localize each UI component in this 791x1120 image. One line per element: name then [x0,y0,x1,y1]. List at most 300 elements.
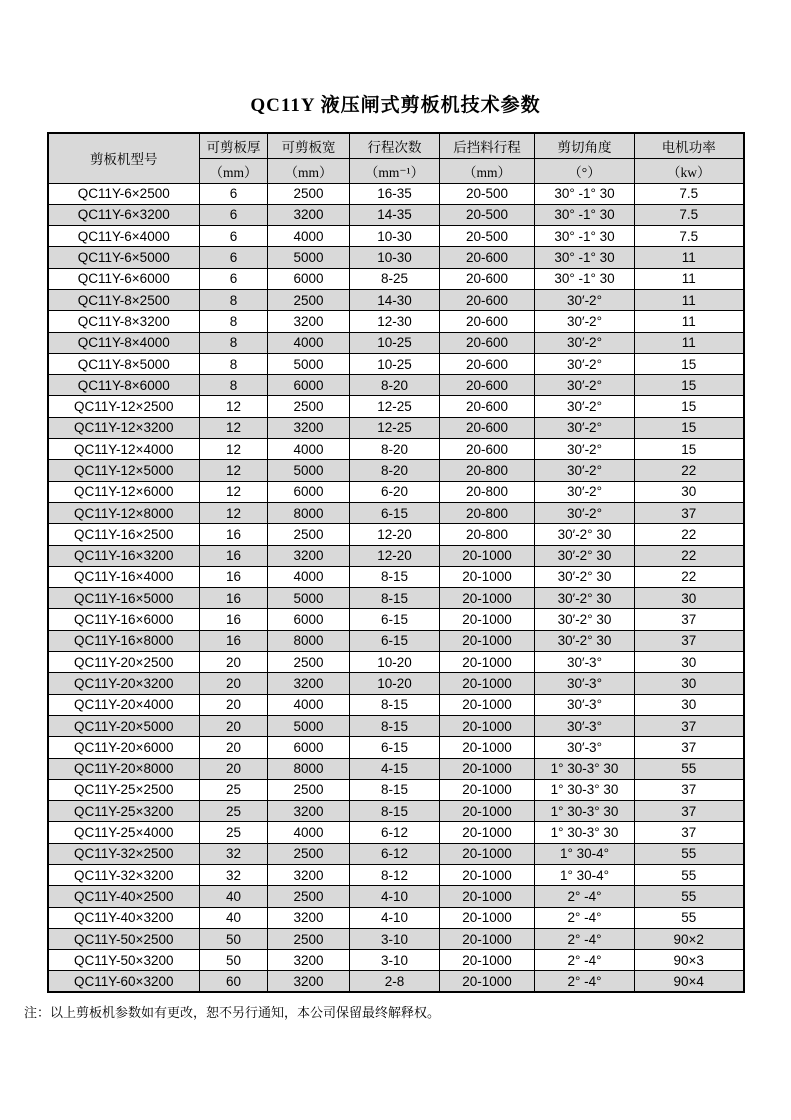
cell-backgauge: 20-500 [440,226,535,247]
cell-power: 30 [635,588,744,609]
cell-width: 5000 [268,247,350,268]
table-row [48,865,744,886]
col-header-power: 电机功率 [635,133,744,158]
cell-angle: 1° 30-4° [535,843,635,864]
cell-thickness: 50 [200,950,268,971]
cell-model: QC11Y-8×5000 [48,353,200,374]
cell-strokes: 4-10 [350,907,440,928]
cell-angle: 30′-2° [535,439,635,460]
cell-power: 15 [635,439,744,460]
cell-power: 37 [635,737,744,758]
cell-angle: 30′-2° [535,481,635,502]
cell-model: QC11Y-32×2500 [48,843,200,864]
cell-strokes: 10-25 [350,332,440,353]
cell-strokes: 14-30 [350,289,440,310]
cell-model: QC11Y-25×3200 [48,801,200,822]
cell-strokes: 8-25 [350,268,440,289]
cell-thickness: 16 [200,545,268,566]
cell-power: 7.5 [635,183,744,204]
cell-backgauge: 20-800 [440,524,535,545]
cell-angle: 1° 30-3° 30 [535,779,635,800]
cell-angle: 1° 30-3° 30 [535,801,635,822]
col-header-thickness: 可剪板厚 [200,133,268,158]
cell-model: QC11Y-6×5000 [48,247,200,268]
cell-width: 3200 [268,971,350,992]
table-row [48,566,744,587]
table-row [48,928,744,949]
cell-backgauge: 20-600 [440,439,535,460]
cell-model: QC11Y-20×8000 [48,758,200,779]
table-row [48,183,744,204]
cell-strokes: 10-20 [350,652,440,673]
table-row [48,907,744,928]
cell-backgauge: 20-1000 [440,971,535,992]
cell-strokes: 3-10 [350,928,440,949]
cell-width: 4000 [268,439,350,460]
cell-power: 11 [635,289,744,310]
cell-backgauge: 20-1000 [440,801,535,822]
table-row [48,502,744,523]
cell-thickness: 16 [200,588,268,609]
cell-backgauge: 20-1000 [440,758,535,779]
cell-model: QC11Y-20×3200 [48,673,200,694]
table-row [48,311,744,332]
cell-thickness: 40 [200,886,268,907]
cell-angle: 30′-2° 30 [535,609,635,630]
cell-power: 55 [635,843,744,864]
table-row [48,886,744,907]
cell-width: 3200 [268,907,350,928]
cell-backgauge: 20-1000 [440,588,535,609]
cell-model: QC11Y-16×3200 [48,545,200,566]
cell-backgauge: 20-1000 [440,865,535,886]
table-row [48,226,744,247]
cell-angle: 30′-2° [535,502,635,523]
cell-width: 3200 [268,865,350,886]
cell-angle: 2° -4° [535,950,635,971]
table-row [48,652,744,673]
cell-power: 22 [635,524,744,545]
cell-power: 55 [635,865,744,886]
cell-thickness: 6 [200,183,268,204]
cell-width: 4000 [268,332,350,353]
table-body [48,183,744,992]
table-row [48,396,744,417]
cell-power: 22 [635,460,744,481]
cell-backgauge: 20-1000 [440,907,535,928]
cell-strokes: 12-25 [350,396,440,417]
cell-model: QC11Y-40×2500 [48,886,200,907]
cell-model: QC11Y-12×4000 [48,439,200,460]
cell-backgauge: 20-1000 [440,566,535,587]
cell-width: 3200 [268,673,350,694]
cell-thickness: 25 [200,801,268,822]
cell-power: 55 [635,886,744,907]
cell-model: QC11Y-20×4000 [48,694,200,715]
table-row [48,204,744,225]
cell-width: 2500 [268,886,350,907]
cell-strokes: 8-15 [350,694,440,715]
cell-strokes: 6-12 [350,843,440,864]
cell-angle: 30′-3° [535,694,635,715]
cell-power: 11 [635,268,744,289]
cell-thickness: 20 [200,715,268,736]
cell-backgauge: 20-600 [440,311,535,332]
cell-model: QC11Y-32×3200 [48,865,200,886]
cell-angle: 1° 30-4° [535,865,635,886]
cell-angle: 2° -4° [535,928,635,949]
cell-angle: 30′-2° 30 [535,630,635,651]
cell-angle: 30′-3° [535,673,635,694]
footnote: 注：以上剪板机参数如有更改，恕不另行通知，本公司保留最终解释权。 [24,1005,441,1021]
cell-backgauge: 20-600 [440,417,535,438]
cell-thickness: 12 [200,417,268,438]
table-row [48,715,744,736]
table-row [48,822,744,843]
table-row [48,332,744,353]
cell-power: 30 [635,694,744,715]
cell-model: QC11Y-6×3200 [48,204,200,225]
cell-width: 2500 [268,396,350,417]
cell-thickness: 20 [200,737,268,758]
table-row [48,737,744,758]
col-unit-width: （mm） [268,158,350,183]
spec-table [47,132,745,993]
cell-model: QC11Y-60×3200 [48,971,200,992]
cell-thickness: 50 [200,928,268,949]
cell-power: 90×4 [635,971,744,992]
cell-width: 2500 [268,289,350,310]
cell-backgauge: 20-600 [440,353,535,374]
cell-model: QC11Y-25×4000 [48,822,200,843]
cell-strokes: 6-15 [350,737,440,758]
table-row [48,417,744,438]
cell-thickness: 16 [200,566,268,587]
cell-model: QC11Y-16×8000 [48,630,200,651]
cell-width: 8000 [268,502,350,523]
cell-strokes: 12-20 [350,524,440,545]
cell-power: 37 [635,779,744,800]
col-header-width: 可剪板宽 [268,133,350,158]
cell-angle: 30′-2° 30 [535,545,635,566]
cell-model: QC11Y-8×4000 [48,332,200,353]
cell-model: QC11Y-50×2500 [48,928,200,949]
cell-backgauge: 20-600 [440,375,535,396]
cell-power: 7.5 [635,226,744,247]
col-header-backgauge: 后挡料行程 [440,133,535,158]
cell-thickness: 32 [200,865,268,886]
cell-thickness: 8 [200,289,268,310]
cell-width: 6000 [268,609,350,630]
cell-strokes: 8-15 [350,801,440,822]
cell-power: 55 [635,758,744,779]
cell-angle: 30′-2° 30 [535,588,635,609]
cell-power: 90×3 [635,950,744,971]
cell-backgauge: 20-500 [440,183,535,204]
table-row [48,375,744,396]
cell-power: 37 [635,502,744,523]
cell-strokes: 8-20 [350,375,440,396]
cell-backgauge: 20-1000 [440,737,535,758]
cell-backgauge: 20-800 [440,502,535,523]
cell-strokes: 8-12 [350,865,440,886]
table-row [48,950,744,971]
cell-angle: 2° -4° [535,971,635,992]
cell-width: 3200 [268,204,350,225]
cell-width: 3200 [268,311,350,332]
cell-backgauge: 20-1000 [440,630,535,651]
col-header-model: 剪板机型号 [48,133,200,183]
cell-width: 5000 [268,588,350,609]
cell-angle: 30′-2° [535,417,635,438]
cell-angle: 30′-2° [535,396,635,417]
cell-width: 2500 [268,843,350,864]
cell-model: QC11Y-12×3200 [48,417,200,438]
table-row [48,588,744,609]
cell-backgauge: 20-600 [440,332,535,353]
table-row [48,268,744,289]
cell-width: 2500 [268,183,350,204]
cell-angle: 30′-2° [535,289,635,310]
cell-strokes: 16-35 [350,183,440,204]
cell-strokes: 8-15 [350,588,440,609]
cell-strokes: 12-30 [350,311,440,332]
table-row [48,545,744,566]
cell-power: 15 [635,353,744,374]
cell-model: QC11Y-20×6000 [48,737,200,758]
cell-width: 3200 [268,417,350,438]
cell-thickness: 60 [200,971,268,992]
cell-width: 3200 [268,950,350,971]
cell-angle: 30° -1° 30 [535,183,635,204]
cell-power: 30 [635,481,744,502]
cell-strokes: 6-20 [350,481,440,502]
table-row [48,779,744,800]
table-row [48,609,744,630]
table-row [48,481,744,502]
cell-model: QC11Y-25×2500 [48,779,200,800]
cell-power: 15 [635,375,744,396]
cell-thickness: 12 [200,460,268,481]
table-row [48,971,744,992]
cell-power: 30 [635,673,744,694]
table-row [48,673,744,694]
cell-strokes: 10-25 [350,353,440,374]
cell-model: QC11Y-20×2500 [48,652,200,673]
cell-width: 6000 [268,375,350,396]
cell-power: 15 [635,417,744,438]
cell-strokes: 8-15 [350,566,440,587]
cell-thickness: 6 [200,268,268,289]
cell-width: 4000 [268,566,350,587]
cell-thickness: 20 [200,694,268,715]
col-unit-angle: （°） [535,158,635,183]
cell-backgauge: 20-1000 [440,886,535,907]
cell-angle: 30° -1° 30 [535,247,635,268]
cell-strokes: 3-10 [350,950,440,971]
cell-thickness: 6 [200,226,268,247]
cell-model: QC11Y-8×2500 [48,289,200,310]
cell-thickness: 12 [200,439,268,460]
cell-power: 22 [635,545,744,566]
cell-power: 37 [635,630,744,651]
cell-thickness: 12 [200,502,268,523]
cell-thickness: 12 [200,396,268,417]
cell-angle: 30′-2° 30 [535,566,635,587]
cell-angle: 2° -4° [535,886,635,907]
cell-power: 15 [635,396,744,417]
cell-width: 8000 [268,630,350,651]
cell-power: 37 [635,822,744,843]
cell-strokes: 6-15 [350,502,440,523]
cell-width: 4000 [268,226,350,247]
cell-power: 37 [635,609,744,630]
cell-angle: 30° -1° 30 [535,268,635,289]
cell-strokes: 10-20 [350,673,440,694]
cell-thickness: 6 [200,247,268,268]
cell-width: 2500 [268,524,350,545]
cell-power: 7.5 [635,204,744,225]
cell-model: QC11Y-8×6000 [48,375,200,396]
cell-power: 90×2 [635,928,744,949]
cell-power: 30 [635,652,744,673]
cell-model: QC11Y-20×5000 [48,715,200,736]
cell-backgauge: 20-600 [440,247,535,268]
cell-model: QC11Y-6×6000 [48,268,200,289]
cell-thickness: 6 [200,204,268,225]
cell-angle: 1° 30-3° 30 [535,758,635,779]
cell-angle: 30′-2° [535,375,635,396]
cell-backgauge: 20-1000 [440,715,535,736]
cell-backgauge: 20-1000 [440,928,535,949]
cell-model: QC11Y-16×6000 [48,609,200,630]
cell-width: 2500 [268,652,350,673]
cell-angle: 30′-2° [535,311,635,332]
cell-power: 37 [635,715,744,736]
col-unit-strokes: （mm⁻¹） [350,158,440,183]
table-row [48,353,744,374]
cell-thickness: 16 [200,609,268,630]
cell-width: 4000 [268,694,350,715]
cell-width: 5000 [268,460,350,481]
cell-backgauge: 20-500 [440,204,535,225]
cell-model: QC11Y-16×5000 [48,588,200,609]
cell-strokes: 10-30 [350,247,440,268]
cell-width: 4000 [268,822,350,843]
cell-backgauge: 20-1000 [440,779,535,800]
cell-width: 2500 [268,779,350,800]
table-row [48,247,744,268]
table-row [48,439,744,460]
cell-width: 6000 [268,737,350,758]
cell-thickness: 32 [200,843,268,864]
table-row [48,843,744,864]
col-unit-backgauge: （mm） [440,158,535,183]
cell-strokes: 4-10 [350,886,440,907]
cell-strokes: 6-12 [350,822,440,843]
cell-power: 22 [635,566,744,587]
cell-backgauge: 20-1000 [440,609,535,630]
cell-width: 3200 [268,545,350,566]
cell-width: 6000 [268,268,350,289]
cell-angle: 30′-2° 30 [535,524,635,545]
cell-backgauge: 20-1000 [440,694,535,715]
cell-model: QC11Y-6×4000 [48,226,200,247]
cell-backgauge: 20-1000 [440,545,535,566]
col-header-angle: 剪切角度 [535,133,635,158]
cell-width: 5000 [268,353,350,374]
cell-backgauge: 20-1000 [440,822,535,843]
cell-strokes: 4-15 [350,758,440,779]
col-unit-thickness: （mm） [200,158,268,183]
table-row [48,524,744,545]
cell-backgauge: 20-800 [440,481,535,502]
cell-backgauge: 20-600 [440,289,535,310]
cell-model: QC11Y-6×2500 [48,183,200,204]
cell-backgauge: 20-800 [440,460,535,481]
cell-thickness: 16 [200,524,268,545]
col-header-strokes: 行程次数 [350,133,440,158]
cell-power: 55 [635,907,744,928]
cell-model: QC11Y-16×4000 [48,566,200,587]
cell-thickness: 8 [200,353,268,374]
cell-strokes: 6-15 [350,630,440,651]
cell-thickness: 20 [200,673,268,694]
cell-backgauge: 20-600 [440,268,535,289]
cell-power: 11 [635,332,744,353]
cell-backgauge: 20-1000 [440,673,535,694]
table-row [48,289,744,310]
cell-angle: 1° 30-3° 30 [535,822,635,843]
table-row [48,801,744,822]
cell-thickness: 25 [200,822,268,843]
table-row [48,630,744,651]
col-unit-power: （kw） [635,158,744,183]
cell-strokes: 10-30 [350,226,440,247]
cell-angle: 30′-2° [535,460,635,481]
cell-width: 8000 [268,758,350,779]
cell-thickness: 20 [200,652,268,673]
cell-backgauge: 20-1000 [440,950,535,971]
table-row [48,758,744,779]
cell-strokes: 8-15 [350,779,440,800]
page-title: QC11Y 液压闸式剪板机技术参数 [250,95,541,116]
table-row [48,694,744,715]
cell-angle: 30° -1° 30 [535,204,635,225]
cell-power: 11 [635,247,744,268]
cell-thickness: 20 [200,758,268,779]
cell-model: QC11Y-8×3200 [48,311,200,332]
cell-backgauge: 20-600 [440,396,535,417]
cell-backgauge: 20-1000 [440,652,535,673]
cell-strokes: 14-35 [350,204,440,225]
cell-model: QC11Y-50×3200 [48,950,200,971]
cell-strokes: 8-20 [350,439,440,460]
cell-model: QC11Y-12×2500 [48,396,200,417]
cell-strokes: 12-25 [350,417,440,438]
cell-angle: 30′-3° [535,652,635,673]
cell-thickness: 25 [200,779,268,800]
cell-strokes: 2-8 [350,971,440,992]
cell-thickness: 8 [200,375,268,396]
cell-angle: 30′-2° [535,353,635,374]
cell-strokes: 6-15 [350,609,440,630]
cell-width: 6000 [268,481,350,502]
cell-strokes: 8-20 [350,460,440,481]
cell-angle: 2° -4° [535,907,635,928]
cell-width: 5000 [268,715,350,736]
cell-thickness: 8 [200,332,268,353]
